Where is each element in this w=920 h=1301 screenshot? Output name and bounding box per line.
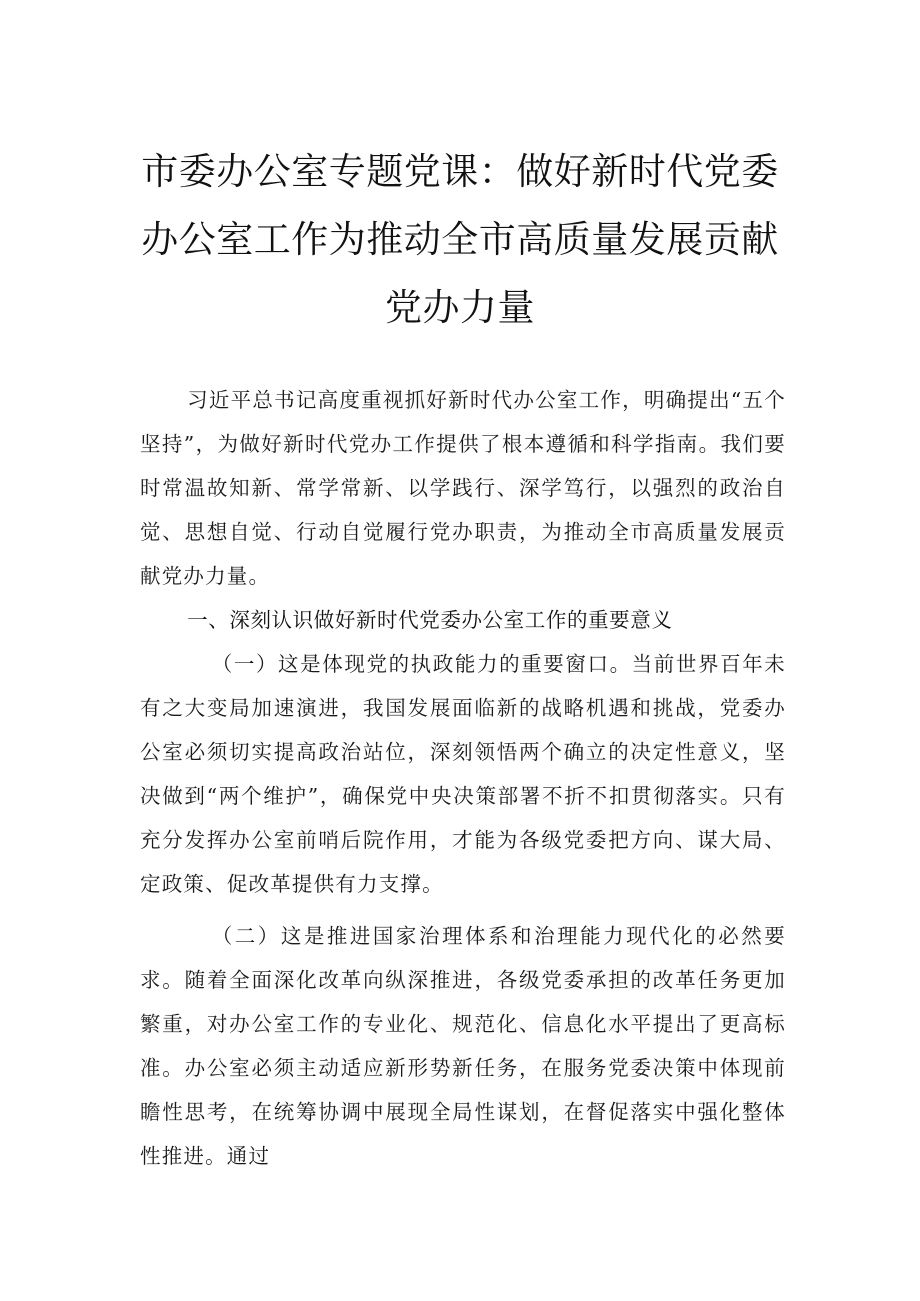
document-body	[140, 378, 786, 1178]
section-heading-1: 一、深刻认识做好新时代党委办公室工作的重要意义	[187, 608, 673, 632]
intro-paragraph: 习近平总书记高度重视抓好新时代办公室工作，明确提出“五个坚持”，为做好新时代党办工作提供了根本遵循和科学指南。我们要时常温故知新、常学常新、以学践行、深学笃行，以强烈的政治自觉、思想自觉、行动自觉履行党办职责，为推动全市高质量发展贡献党办力量。	[140, 388, 786, 588]
section-1-point-1: （一）这是体现党的执政能力的重要窗口。当前世界百年未有之大变局加速演进，我国发展面临新的战略机遇和挑战，党委办公室必须切实提高政治站位，深刻领悟两个确立的决定性意义，坚决做到“两个维护”，确保党中央决策部署不折不扣贯彻落实。只有充分发挥办公室前哨后院作用，才能为各级党委把方向、谋大局、定政策、促改革提供有力支撑。	[140, 652, 786, 896]
section-1-point-2: （二）这是推进国家治理体系和治理能力现代化的必然要求。随着全面深化改革向纵深推进，各级党委承担的改革任务更加繁重，对办公室工作的专业化、规范化、信息化水平提出了更高标准。办公室必须主动适应新形势新任务，在服务党委决策中体现前瞻性思考，在统筹协调中展现全局性谋划，在督促落实中强化整体性推进。通过	[140, 924, 786, 1168]
document-title: 市委办公室专题党课：做好新时代党委办公室工作为推动全市高质量发展贡献党办力量	[141, 150, 779, 329]
